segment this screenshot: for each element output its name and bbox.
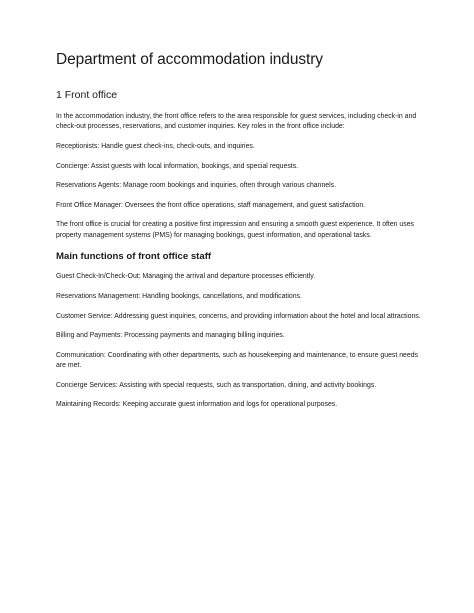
function-item: Customer Service: Addressing guest inquiries, concerns, and providing information about the hotel and local attractions. [56, 312, 421, 320]
role-item: Front Office Manager: Oversees the front office operations, staff management, and guest satisfaction. [56, 201, 366, 209]
function-item: Billing and Payments: Processing payments and managing billing inquiries. [56, 332, 285, 340]
intro-paragraph: In the accommodation industry, the front office refers to the area responsible for guest services, including check-in and check-out processes, reservations, and customer inquiries. Key roles in the front office include: [56, 113, 417, 131]
role-item: Reservations Agents: Manage room bookings and inquiries, often through various channels. [56, 182, 337, 190]
section-heading-main-functions: Main functions of front office staff [56, 251, 212, 263]
document-page [56, 50, 426, 420]
function-item: Communication: Coordinating with other departments, such as housekeeping and maintenance, to ensure guest needs are met. [56, 351, 418, 370]
function-item: Concierge Services: Assisting with special requests, such as transportation, dining, and activity bookings. [56, 381, 377, 389]
closing-paragraph: The front office is crucial for creating a positive first impression and ensuring a smooth guest experience. It often uses property management systems (PMS) for managing bookings, guest information, and operational tasks. [56, 221, 414, 239]
section-heading-front-office: 1 Front office [56, 89, 118, 101]
role-item: Receptionists: Handle guest check-ins, check-outs, and inquiries. [56, 143, 255, 150]
function-item: Reservations Management: Handling bookings, cancellations, and modifications. [56, 292, 302, 300]
function-item: Guest Check-In/Check-Out: Managing the arrival and departure processes efficiently. [56, 273, 316, 281]
role-item: Concierge: Assist guests with local information, bookings, and special requests. [56, 162, 299, 170]
function-item: Maintaining Records: Keeping accurate guest information and logs for operational purposes. [56, 401, 338, 409]
document-title: Department of accommodation industry [56, 51, 323, 68]
